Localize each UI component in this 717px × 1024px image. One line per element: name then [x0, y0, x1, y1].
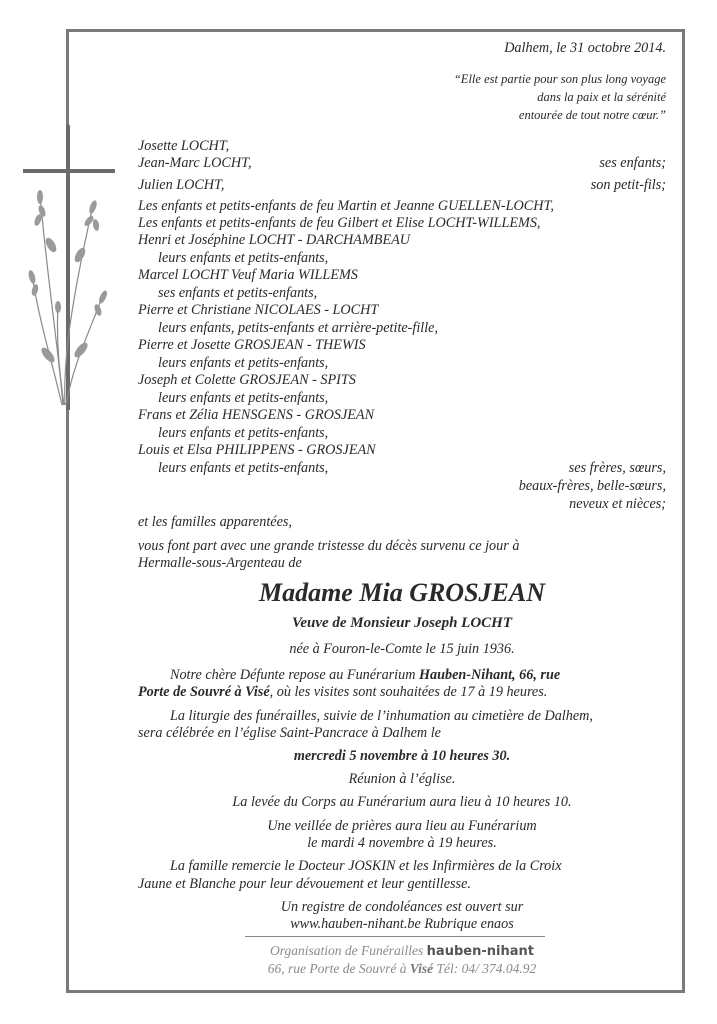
register-link[interactable]: www.hauben-nihant.be Rubrique enaos: [290, 916, 514, 932]
quote-line-1: “Elle est partie pour son plus long voyage: [453, 72, 666, 86]
levee-line: La levée du Corps au Funérarium aura lieu à 10 heures 10.: [232, 794, 572, 810]
announcement-line-2: Hermalle-sous-Argenteau de: [138, 555, 302, 571]
family-line: Marcel LOCHT Veuf Maria WILLEMS: [138, 267, 358, 283]
family-line: Pierre et Josette GROSJEAN - THEWIS: [138, 337, 366, 353]
family-line: Joseph et Colette GROSJEAN - SPITS: [138, 372, 356, 388]
rest-line-1: Notre chère Défunte repose au Funérarium Hauben-Nihant, 66, rue: [170, 667, 561, 683]
deceased-name: Madame Mia GROSJEAN: [258, 578, 546, 607]
quote-line-3: entourée de tout notre cœur.”: [518, 108, 666, 122]
cross-with-wheat-icon: [18, 125, 128, 410]
quote-line-2: dans la paix et la sérénité: [537, 90, 666, 104]
family-line: leurs enfants et petits-enfants,: [158, 390, 329, 406]
family-line: Jean-Marc LOCHT,: [138, 155, 252, 171]
family-line: leurs enfants et petits-enfants,: [158, 250, 329, 266]
brand-logo: hauben-nihant: [426, 944, 534, 959]
family-line: Josette LOCHT,: [138, 138, 230, 154]
family-line: Les enfants et petits-enfants de feu Gilbert et Elise LOCHT-WILLEMS,: [138, 215, 541, 231]
relation-children: ses enfants;: [599, 155, 666, 171]
rest-line-2: Porte de Souvré à Visé, où les visites sont souhaitées de 17 à 19 heures.: [138, 684, 548, 700]
family-line: Julien LOCHT,: [138, 177, 225, 193]
vigil-line-2: le mardi 4 novembre à 19 heures.: [307, 835, 497, 851]
vigil-line-1: Une veillée de prières aura lieu au Funérarium: [267, 818, 537, 834]
thanks-line-2: Jaune et Blanche pour leur dévouement et leur gentillesse.: [138, 876, 471, 892]
meeting-line: Réunion à l’église.: [348, 771, 456, 787]
liturgy-line-1: La liturgie des funérailles, suivie de l’inhumation au cimetière de Dalhem,: [170, 708, 593, 724]
dateline: Dalhem, le 31 octobre 2014.: [504, 40, 666, 56]
footer-org: Organisation de Funérailles hauben-nihant: [270, 943, 534, 959]
thanks-line-1: La famille remercie le Docteur JOSKIN et les Infirmières de la Croix: [170, 858, 562, 874]
liturgy-line-2: sera célébrée en l’église Saint-Pancrace à Dalhem le: [138, 725, 441, 741]
family-line: Les enfants et petits-enfants de feu Martin et Jeanne GUELLEN-LOCHT,: [138, 198, 554, 214]
relation-siblings: ses frères, sœurs,: [568, 460, 666, 476]
families-line: et les familles apparentées,: [138, 514, 292, 530]
relation-siblings: neveux et nièces;: [569, 496, 666, 512]
relation-grandson: son petit-fils;: [590, 177, 666, 193]
relation-siblings: beaux-frères, belle-sœurs,: [518, 478, 666, 494]
family-line: Henri et Joséphine LOCHT - DARCHAMBEAU: [138, 232, 411, 248]
widow-of: Veuve de Monsieur Joseph LOCHT: [291, 615, 512, 631]
family-line: leurs enfants et petits-enfants,: [158, 355, 329, 371]
footer-address: 66, rue Porte de Souvré à Visé Tél: 04/ 374.04.92: [267, 961, 537, 976]
family-line: Louis et Elsa PHILIPPENS - GROSJEAN: [138, 442, 376, 458]
family-line: leurs enfants et petits-enfants,: [158, 460, 329, 476]
announcement-line-1: vous font part avec une grande tristesse du décès survenu ce jour à: [138, 538, 520, 554]
register-line-1: Un registre de condoléances est ouvert sur: [280, 899, 524, 915]
family-line: leurs enfants, petits-enfants et arrière-petite-fille,: [158, 320, 439, 336]
family-line: ses enfants et petits-enfants,: [158, 285, 318, 301]
funeral-date: mercredi 5 novembre à 10 heures 30.: [293, 748, 511, 764]
footer-divider: [245, 936, 545, 937]
family-line: leurs enfants et petits-enfants,: [158, 425, 329, 441]
birth-info: née à Fouron-le-Comte le 15 juin 1936.: [289, 641, 515, 657]
family-line: Pierre et Christiane NICOLAES - LOCHT: [138, 302, 379, 318]
family-line: Frans et Zélia HENSGENS - GROSJEAN: [138, 407, 375, 423]
